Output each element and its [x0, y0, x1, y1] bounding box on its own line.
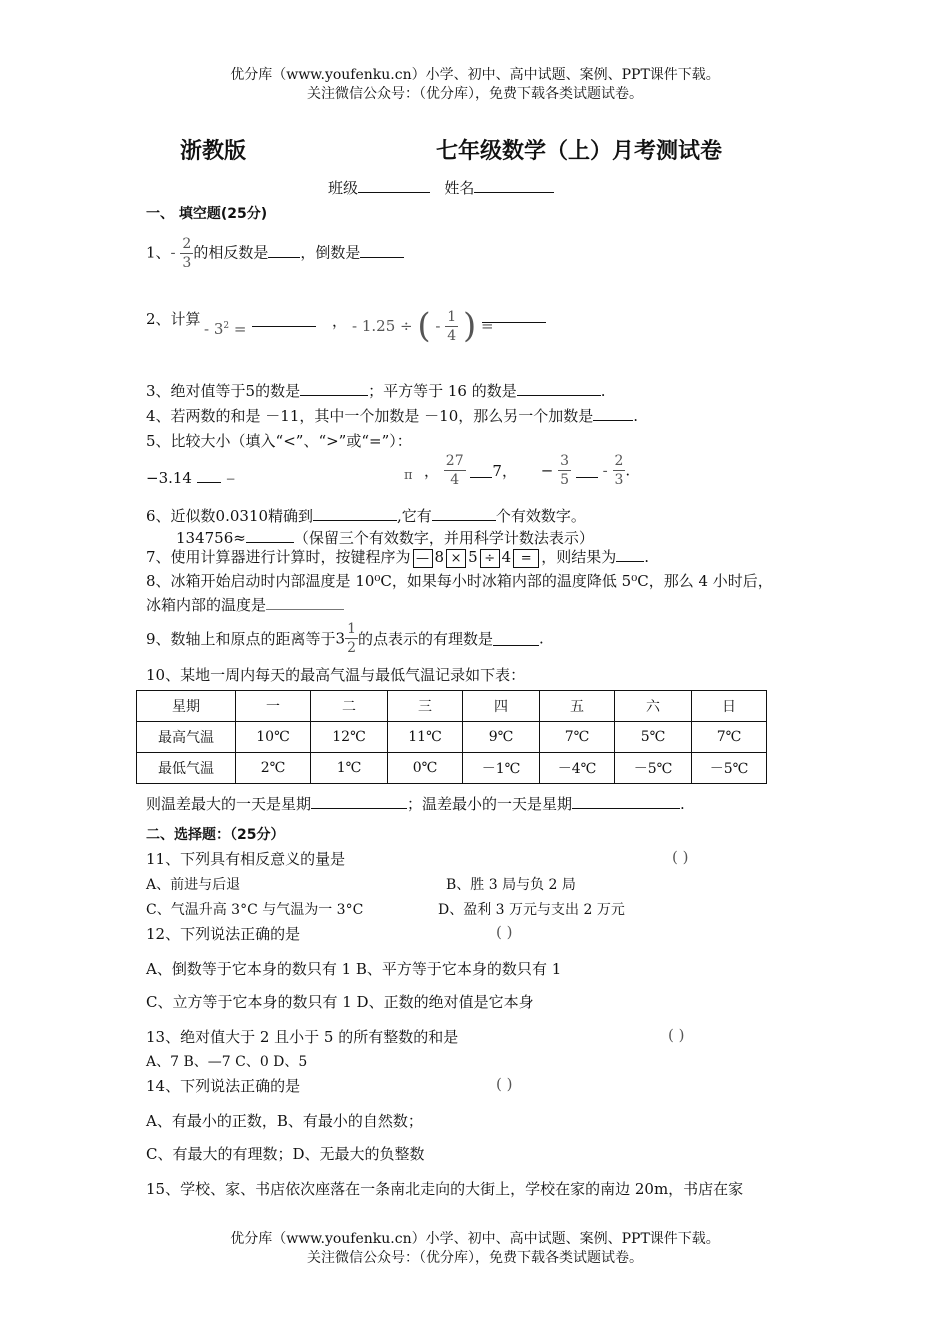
q2-paren-right: ): [462, 306, 477, 346]
q9-text-b: 的点表示的有理数是: [358, 630, 494, 648]
q4-text: 4、若两数的和是 －11，其中一个加数是 －10，那么另一个加数是: [146, 407, 594, 425]
question-9: [146, 620, 544, 657]
q7-digit-1: 8: [434, 548, 445, 566]
table-cell: －5℃: [615, 753, 692, 784]
table-row: [137, 722, 767, 753]
question-6-line-2: [176, 527, 594, 548]
q5-seven: 7，: [492, 462, 517, 480]
q5-item-a: [146, 468, 236, 487]
q4-blank[interactable]: [593, 406, 633, 421]
footer-line-1: 优分库（www.youfenku.cn）小学、初中、高中试题、案例、PPT课件下载。: [230, 1231, 720, 1247]
table-cell: 0℃: [388, 753, 463, 784]
multiply-key-icon: ×: [446, 549, 466, 568]
table-cell: 最高气温: [137, 722, 236, 753]
table-cell: 12℃: [311, 722, 388, 753]
table-header-cell: 日: [692, 691, 767, 722]
q5-comma: ，: [424, 462, 440, 480]
q5-blank-1[interactable]: [197, 468, 221, 483]
q5-fraction-2: [558, 452, 571, 489]
q5-f2-numerator: 3: [560, 453, 570, 469]
q13-answer-paren[interactable]: ( ): [668, 1026, 685, 1044]
q9-blank[interactable]: [493, 631, 539, 646]
q3-text-a: 3、绝对值等于5的数是: [146, 382, 301, 400]
name-blank[interactable]: [474, 178, 554, 193]
q5-neg: −: [540, 461, 554, 480]
q10-after-b: ；温差最小的一天是星期: [407, 795, 573, 813]
q1-blank-1[interactable]: [268, 243, 300, 258]
q10-end: .: [680, 795, 685, 813]
table-cell: 2℃: [236, 753, 311, 784]
q5-end: .: [625, 461, 631, 480]
class-blank[interactable]: [358, 178, 430, 193]
class-label: 班级: [328, 179, 359, 197]
q2-paren-left: (: [417, 306, 431, 346]
q2-numerator: 1: [447, 308, 457, 325]
q6-text-b: ,它有: [397, 507, 432, 525]
question-6: [146, 505, 586, 526]
table-cell: 11℃: [388, 722, 463, 753]
q2-eq1: =: [233, 320, 247, 338]
table-cell: 7℃: [692, 722, 767, 753]
q11-answer-paren[interactable]: ( ): [672, 848, 689, 866]
header-line-1: 优分库（www.youfenku.cn）小学、初中、高中试题、案例、PPT课件下载。: [230, 67, 720, 83]
header-line-2: 关注微信公众号：（优分库），免费下载各类试题试卷。: [307, 86, 643, 102]
q5-blank-2[interactable]: [470, 463, 492, 478]
divide-key-icon: ÷: [480, 549, 500, 568]
q7-text-b: ，则结果为: [541, 548, 617, 566]
q2-blank-2[interactable]: [482, 308, 546, 323]
question-1: [146, 235, 404, 272]
q9-fraction: [345, 620, 358, 657]
q2-denominator: 4: [447, 327, 457, 344]
q1-fraction: [180, 235, 193, 272]
q1-numerator: 2: [182, 236, 192, 252]
table-cell: 最低气温: [137, 753, 236, 784]
q5-f1-denominator: 4: [450, 472, 460, 488]
table-header-cell: 三: [388, 691, 463, 722]
q2-eq2: =: [481, 317, 494, 335]
q6-text-a: 6、近似数0.0310精确到: [146, 507, 314, 525]
table-header-cell: 五: [540, 691, 615, 722]
table-header-cell: 一: [236, 691, 311, 722]
q2-exponent: 2: [223, 321, 230, 331]
q9-whole: 3: [335, 629, 346, 648]
q7-digit-2: 5: [468, 548, 478, 566]
name-label: 姓名: [444, 179, 475, 197]
q6-line2-a: 134756≈: [176, 529, 246, 547]
section-1-heading: 一、 填空题(25分): [146, 206, 268, 222]
q14-options-cd: C、有最大的有理数；D、无最大的负整数: [146, 1145, 425, 1163]
q3-blank-1[interactable]: [300, 381, 368, 396]
table-cell: 9℃: [463, 722, 540, 753]
q6-blank-1[interactable]: [313, 506, 397, 521]
q5-blank-3[interactable]: [576, 463, 598, 478]
q14-answer-paren[interactable]: ( ): [496, 1075, 513, 1093]
q5-f1-numerator: 27: [445, 453, 464, 469]
table-cell: 7℃: [540, 722, 615, 753]
q5-minus: -: [602, 461, 608, 480]
minus-key-icon: —: [413, 549, 433, 568]
q13-options: A、7 B、—7 C、0 D、5: [146, 1054, 308, 1070]
q7-blank[interactable]: [616, 547, 644, 562]
q10-answer-line: [146, 793, 685, 814]
q5-f2-denominator: 5: [560, 472, 570, 488]
question-3: [146, 380, 606, 401]
q9-text-a: 9、数轴上和原点的距离等于: [146, 630, 336, 648]
table-cell: －4℃: [540, 753, 615, 784]
q6-text-c: 个有效数字。: [495, 507, 586, 525]
table-header-cell: 二: [311, 691, 388, 722]
q6-line2-b: （保留三个有效数字，并用科学计数法表示）: [293, 529, 594, 547]
table-cell: 10℃: [236, 722, 311, 753]
q7-text-a: 7、使用计算器进行计算时，按键程序为: [146, 548, 411, 566]
q5-a-right: −: [225, 472, 236, 486]
class-name-line: [328, 177, 554, 198]
q2-expr1: - 3: [204, 320, 224, 338]
q11-text: 11、下列具有相反意义的量是: [146, 850, 346, 868]
q2-blank-1[interactable]: [252, 312, 316, 327]
q2-fraction: [445, 308, 458, 345]
q12-options-cd: C、立方等于它本身的数只有 1 D、正数的绝对值是它本身: [146, 993, 534, 1011]
q2-minus: -: [435, 317, 441, 335]
q9-numerator: 1: [347, 621, 357, 637]
table-cell: 5℃: [615, 722, 692, 753]
q13-text: 13、绝对值大于 2 且小于 5 的所有整数的和是: [146, 1028, 459, 1046]
q12-answer-paren[interactable]: ( ): [496, 923, 513, 941]
q5-text: 5、比较大小（填入“<”、“>”或“=”）：: [146, 432, 412, 450]
q5-f3-numerator: 2: [614, 453, 624, 469]
q5-pi: π: [404, 468, 413, 483]
q9-end: .: [539, 629, 544, 648]
q10-blank-2[interactable]: [572, 794, 680, 809]
question-4: [146, 405, 638, 426]
q2-expression-2: [352, 306, 494, 346]
q14-options-ab: A、有最小的正数，B、有最小的自然数；: [146, 1112, 423, 1130]
q5-f3-denominator: 3: [614, 472, 624, 488]
q2-label: 2、计算: [146, 310, 201, 328]
q14-text: 14、下列说法正确的是: [146, 1077, 301, 1095]
q12-options-ab: A、倒数等于它本身的数只有 1 B、平方等于它本身的数只有 1: [146, 960, 562, 978]
q5-item-b: [424, 452, 630, 489]
q6-blank-2[interactable]: [432, 506, 496, 521]
table-row: [137, 753, 767, 784]
q9-denominator: 2: [347, 640, 357, 656]
edition-title: 浙教版: [180, 138, 247, 164]
q2-expression-1: [204, 320, 246, 338]
q15-text: 15、学校、家、书店依次座落在一条南北走向的大街上，学校在家的南边 20m，书店在家: [146, 1180, 744, 1198]
q1-minus: -: [170, 243, 176, 262]
table-cell: －1℃: [463, 753, 540, 784]
table-cell: －5℃: [692, 753, 767, 784]
temperature-table: [136, 690, 767, 784]
q2-comma: ，: [332, 312, 348, 330]
q12-text: 12、下列说法正确的是: [146, 925, 301, 943]
page-title: 七年级数学（上）月考测试卷: [436, 138, 723, 164]
q1-denominator: 3: [182, 255, 192, 271]
table-header-cell: 四: [463, 691, 540, 722]
table-cell: 1℃: [311, 753, 388, 784]
q10-blank-1[interactable]: [311, 794, 407, 809]
question-8-line-2: [146, 594, 344, 615]
q5-fraction-1: [444, 452, 466, 489]
q3-blank-2[interactable]: [517, 381, 601, 396]
q3-end: .: [600, 382, 606, 400]
q11-option-a: A、前进与后退: [146, 877, 241, 893]
q5-fraction-3: [613, 452, 626, 489]
footer-line-2: 关注微信公众号：（优分库），免费下载各类试题试卷。: [307, 1250, 643, 1266]
q11-option-d: D、盈利 3 万元与支出 2 万元: [438, 902, 625, 918]
q1-text-2: ，倒数是: [300, 243, 361, 262]
q2-expr2: - 1.25 ÷: [352, 317, 413, 335]
q11-option-b: B、胜 3 局与负 2 局: [446, 877, 576, 893]
q3-text-b: ；平方等于 16 的数是: [368, 382, 517, 400]
q11-option-c: C、气温升高 3°C 与气温为一 3°C: [146, 902, 364, 918]
q1-blank-2[interactable]: [360, 243, 404, 258]
q1-text: 的相反数是: [193, 243, 269, 262]
q8-line-2: 冰箱内部的温度是: [146, 596, 267, 614]
q1-number: 1、: [146, 243, 171, 262]
section-2-heading: 二、选择题：（25分）: [146, 827, 285, 843]
q10-text: 10、某地一周内每天的最高气温与最低气温记录如下表：: [146, 666, 526, 684]
q10-after-a: 则温差最大的一天是星期: [146, 795, 312, 813]
q8-line-1: 8、冰箱开始启动时内部温度是 10⁰C，如果每小时冰箱内部的温度降低 5⁰C，那么 4 小时后，: [146, 572, 773, 590]
table-header-cell: 星期: [137, 691, 236, 722]
equals-key-icon: =: [513, 549, 539, 568]
q6-blank-3[interactable]: [246, 528, 294, 543]
q4-end: .: [633, 407, 639, 425]
table-header-cell: 六: [615, 691, 692, 722]
q7-digit-3: 4: [501, 548, 512, 566]
q7-end: .: [644, 548, 649, 566]
q8-blank[interactable]: [266, 595, 344, 610]
question-7: [146, 546, 649, 568]
table-header-row: [137, 691, 767, 722]
q5-a-value: −3.14: [146, 469, 192, 487]
